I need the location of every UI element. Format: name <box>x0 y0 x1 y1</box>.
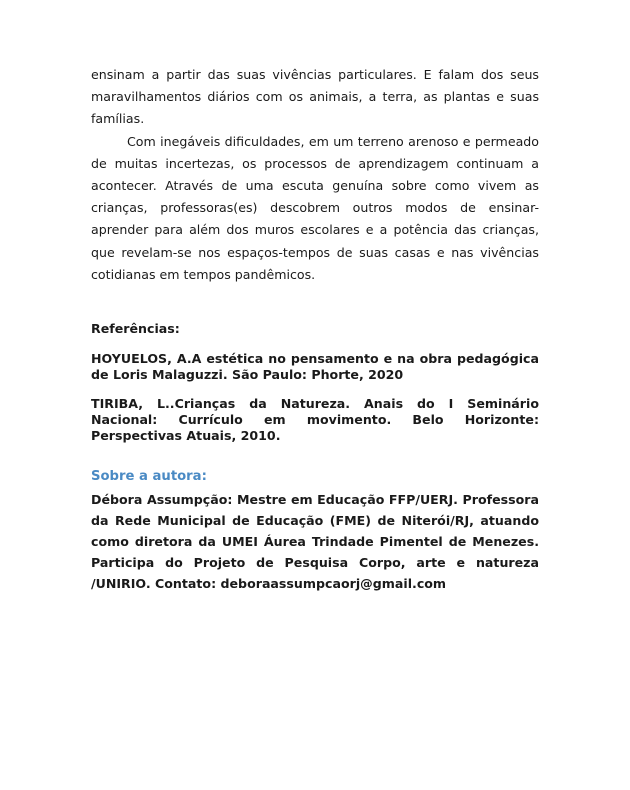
author-heading: Sobre a autora: <box>91 469 207 485</box>
body-paragraph-2: Com inegáveis dificuldades, em um terreno arenoso e permeado de muitas incertezas, os processos de aprendizagem continuam a acontecer. Através de uma escuta genuína sobre como vivem as crianças, professoras(es) descobrem outros modos de ensinar-aprender para além dos muros escolares e a potência das crianças, que revelam-se nos espaços-tempos de suas casas e nas vivências cotidianas em tempos pandêmicos. <box>91 133 539 282</box>
author-bio: Débora Assumpção: Mestre em Educação FFP/UERJ. Professora da Rede Municipal de Educação (FME) de Niterói/RJ, atuando como diretora da UMEI Áurea Trindade Pimentel de Menezes. Participa do Projeto de Pesquisa Corpo, arte e natureza /UNIRIO. Contato: deboraassumpcaorj@gmail.com <box>91 492 539 592</box>
body-paragraph-1: ensinam a partir das suas vivências particulares. E falam dos seus maravilhamentos diários com os animais, a terra, as plantas e suas famílias. <box>91 67 539 127</box>
reference-item-2: TIRIBA, L..Crianças da Natureza. Anais do I Seminário Nacional: Currículo em movimento. Belo Horizonte: Perspectivas Atuais, 2010. <box>91 396 539 444</box>
references-heading: Referências: <box>91 321 180 337</box>
reference-item-1: HOYUELOS, A.A estética no pensamento e na obra pedagógica de Loris Malaguzzi. São Paulo: Phorte, 2020 <box>91 351 539 383</box>
document-page <box>91 64 539 594</box>
